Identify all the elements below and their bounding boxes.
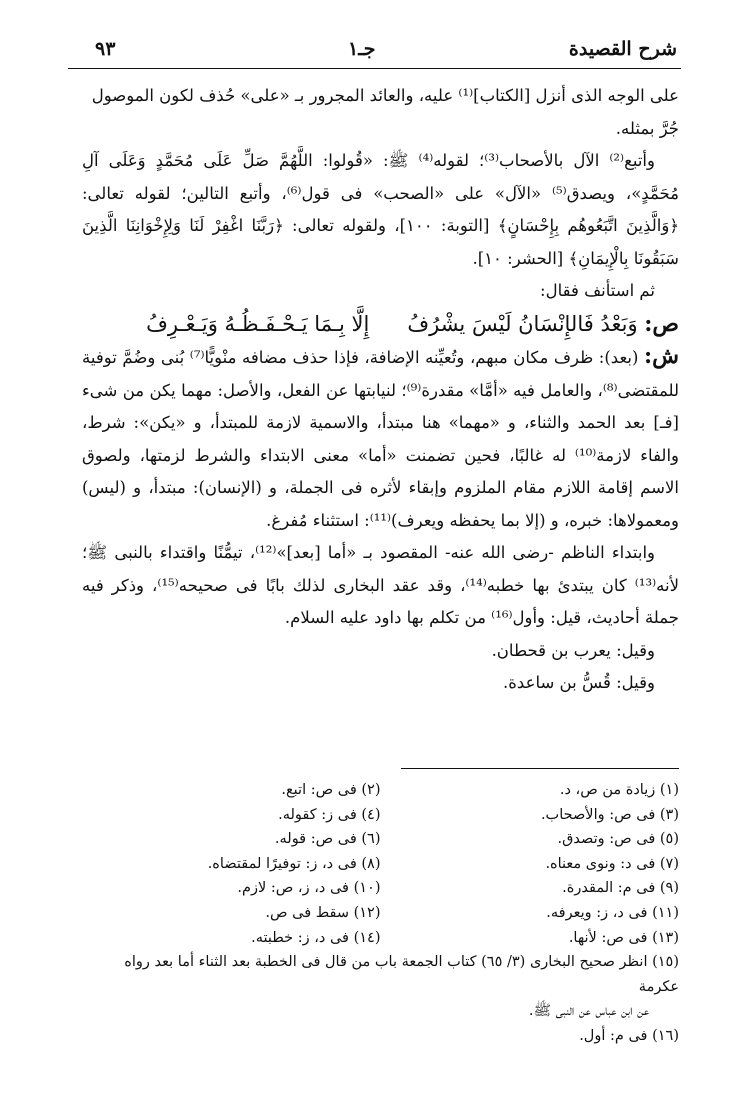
verse-line bbox=[82, 308, 679, 341]
footnote: (١٥) انظر صحيح البخارى (٣/ ٦٥) كتاب الجمعة باب من قال فى الخطبة بعد الثناء أما بعد رواه عكرمة bbox=[124, 954, 679, 995]
paragraph: جُرَّ بمثله. bbox=[615, 118, 679, 138]
volume-label: جـ١ bbox=[348, 38, 376, 60]
footnote: (٥) فى ص: وتصدق. bbox=[557, 831, 679, 848]
verse-label: ص: bbox=[644, 310, 679, 337]
paragraph: وقيل: قُسُّ بن ساعدة. bbox=[503, 673, 655, 692]
footnote: (٧) فى د: ونوى معناه. bbox=[545, 855, 679, 872]
paragraph: وقيل: يعرب بن قحطان. bbox=[491, 640, 655, 660]
page-number: ٩٣ bbox=[95, 38, 116, 60]
footnotes bbox=[82, 778, 679, 1049]
footnote: (٣) فى ص: والأصحاب. bbox=[540, 806, 679, 823]
verse-hemistich-2: إِلَّا بِـمَا يَـحْـفَـظُـهُ وَيَـعْـرِفُ bbox=[146, 311, 370, 336]
footnote: (١١) فى د، ز: ويعرفه. bbox=[546, 904, 679, 921]
commentary bbox=[82, 340, 679, 537]
footnote: (٤) فى ز: كقوله. bbox=[278, 806, 381, 823]
footnote: (١٠) فى د، ز، ص: لازم. bbox=[237, 880, 381, 897]
footnote: (٨) فى د، ز: توفيرًا لمقتضاه. bbox=[207, 855, 381, 872]
paragraph: وأتبع⁽²⁾ الآل بالأصحاب⁽³⁾؛ لقوله⁽⁴⁾ ﷺ: «قُولوا: اللَّهُمَّ صَلِّ عَلَى مُحَمَّدٍ وَعَلَى آلِ مُحَمَّدٍ»، ويصدق⁽⁵⁾ «الآل» على «الصحب» فى قول⁽⁶⁾، وأتبع التالين؛ لقوله تعالى: ﴿وَالَّذِينَ اتَّبَعُوهُم بِإِحْسَانٍ﴾ [التوبة: ١٠٠]، ولقوله تعالى: ﴿رَبَّنَا اغْفِرْ لَنَا وَلِإِخْوَانِنَا الَّذِينَ سَبَقُونَا بِالْإِيمَانِ﴾ [الحشر: ١٠]. bbox=[82, 151, 680, 268]
paragraph: على الوجه الذى أنزل [الكتاب]⁽¹⁾ عليه، والعائد المجرور بـ «على» حُذف لكون الموصول bbox=[91, 86, 679, 105]
footnote-divider bbox=[401, 768, 679, 769]
footnote: (١٦) فى م: أول. bbox=[579, 1027, 679, 1044]
footnote: (٢) فى ص: اتبع. bbox=[281, 782, 381, 798]
footnote-continuation: عن ابن عباس عن النبى ﷺ. bbox=[528, 1003, 649, 1020]
header-divider bbox=[68, 68, 681, 69]
footnote: (١) زيادة من ص، د. bbox=[559, 782, 679, 798]
footnote: (١٢) سقط فى ص. bbox=[265, 904, 381, 921]
paragraph: وابتداء الناظم -رضى الله عنه- المقصود بـ «أما [بعد]»⁽¹²⁾، تيمُّنًا واقتداء بالنبى ﷺ؛ لأنه⁽¹³⁾ كان يبتدئ بها خطبه⁽¹⁴⁾، وقد عقد البخارى لذلك بابًا فى صحيحه⁽¹⁵⁾، وذكر فيه جملة أحاديث، قيل: وأول⁽¹⁶⁾ من تكلم بها داود عليه السلام. bbox=[82, 543, 679, 627]
verse-hemistich-1: وَبَعْدُ فَالإِنْسَانُ لَيْسَ يشْرُفُ bbox=[407, 311, 638, 336]
main-text bbox=[82, 80, 679, 700]
footnote: (٦) فى ص: قوله. bbox=[274, 831, 381, 848]
footnote: (١٣) فى ص: لأنها. bbox=[568, 929, 679, 946]
footnote: (١٤) فى د، ز: خطبته. bbox=[251, 929, 381, 946]
commentary-text: (بعد): ظرف مكان مبهم، وتُعيِّنه الإضافة، فإذا حذف مضافه منْويًّا⁽⁷⁾ بُنى وضُمَّ توفية للمقتضى⁽⁸⁾، والعامل فيه «أمَّا» مقدرة⁽⁹⁾؛ لنيابتها عن الفعل، والأصل: مهما يكن من شىء [فـ] بعد الحمد والثناء، و «مهما» هنا مبتدأ، والاسمية لازمة للمبتدأ، و «يكن»: شرط، والفاء لازمة⁽¹⁰⁾ له غالبًا، فحين تضمنت «أما» معنى الابتداء والشرط لزمتها، ولصوق الاسم إقامة اللازم مقام الملزوم وإبقاء لأثره فى الجملة، و (الإنسان): مبتدأ، و (ليس) ومعمولاها: خبره، و (إلا بما يحفظه ويعرف)⁽¹¹⁾: استثناء مُفرغ. bbox=[82, 348, 680, 530]
paragraph: ثم استأنف فقال: bbox=[540, 281, 655, 300]
running-title: شرح القصيدة bbox=[568, 38, 677, 60]
footnote: (٩) فى م: المقدرة. bbox=[562, 880, 679, 897]
commentary-label: ش: bbox=[644, 343, 679, 369]
